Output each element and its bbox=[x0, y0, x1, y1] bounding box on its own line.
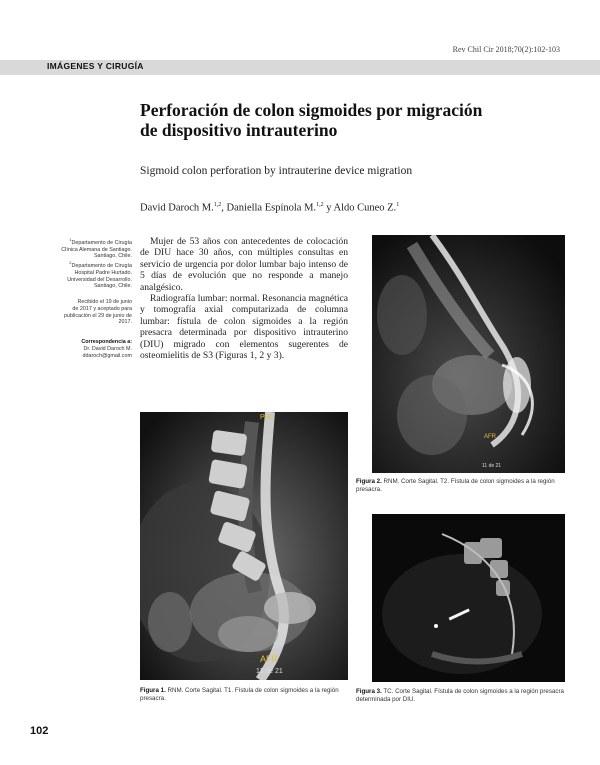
figure-3-caption bbox=[356, 688, 566, 704]
received-line: de 2017 y aceptado para bbox=[72, 305, 132, 312]
figure-label: Figura 2. bbox=[356, 478, 382, 485]
caption-text: RNM. Corte Sagital. T1. Fístula de colon sigmoides a la región presacra. bbox=[140, 687, 339, 702]
affil-ref: 1 bbox=[69, 237, 72, 242]
correspondence-email[interactable]: ddaroch@gmail.com bbox=[82, 352, 132, 359]
author-affil: 1,2 bbox=[213, 202, 222, 208]
title-line-2: de dispositivo intrauterino bbox=[140, 120, 338, 140]
received-note bbox=[30, 299, 132, 326]
ct-sagittal bbox=[372, 514, 565, 682]
correspondence bbox=[30, 339, 132, 359]
title-line-1: Perforación de colon sigmoides por migración bbox=[140, 100, 483, 120]
caption-text: TC. Corte Sagital. Fístula de colon sigmoides a la región presacra determinada por DIU. bbox=[356, 688, 564, 703]
journal-reference: Rev Chil Cir 2018;70(2):102-103 bbox=[452, 45, 560, 54]
author-name: Daniella Espínola M. bbox=[226, 202, 317, 214]
page-number: 102 bbox=[30, 725, 49, 737]
author-affil: 1,2 bbox=[316, 202, 324, 208]
author-affil: 1 bbox=[396, 202, 400, 208]
figure-3-image bbox=[372, 514, 565, 682]
orientation-label-bottom: AFR bbox=[260, 654, 278, 664]
affil-line: Clínica Alemana de Santiago. bbox=[61, 246, 132, 253]
mri-t1-sagittal bbox=[140, 412, 348, 680]
author-separator: y bbox=[323, 202, 334, 214]
author-name: David Daroch M. bbox=[140, 202, 214, 214]
author-list bbox=[140, 202, 399, 214]
correspondence-label: Correspondencia a: bbox=[81, 339, 132, 345]
author-name: Aldo Cuneo Z. bbox=[333, 202, 397, 214]
mri-t2-sagittal bbox=[372, 235, 565, 473]
orientation-label-bottom: AFR bbox=[484, 434, 496, 440]
affil-ref: 2 bbox=[69, 260, 72, 266]
orientation-label-top: PHL bbox=[260, 414, 274, 421]
affil-line: Departamento de Cirugía bbox=[71, 262, 132, 269]
paragraph-2: Radiografía lumbar: normal. Resonancia magnética y tomografía axial computarizada de columna lumbar: fístula de colon sigmoides a la región presacra determinada por dispositivo intrauterino (DIU) migrado con elementos sugerentes de osteomielitis de S3 (Figuras 1, 2 y 3). bbox=[140, 293, 348, 362]
received-line: 2017. bbox=[118, 319, 132, 326]
figure-2-image bbox=[372, 235, 565, 473]
affil-line: Hospital Padre Hurtado. bbox=[74, 269, 132, 276]
affil-line: Universidad del Desarrollo. bbox=[67, 276, 132, 283]
paragraph-1: Mujer de 53 años con antecedentes de colocación de DIU hace 30 años, con múltiples consultas en servicio de urgencia por dolor lumbar bajo intenso de 5 días de evolución que no responde a manejo analgésico. bbox=[140, 236, 348, 293]
affil-line: Santiago, Chile. bbox=[93, 253, 132, 260]
article-title bbox=[140, 100, 540, 140]
section-label: IMÁGENES Y CIRUGÍA bbox=[47, 61, 144, 71]
received-line: publicación el 29 de junio de bbox=[63, 312, 132, 319]
figure-label: Figura 1. bbox=[140, 687, 166, 694]
affil-line: Departamento de Cirugía bbox=[71, 239, 132, 246]
article-subtitle: Sigmoid colon perforation by intrauterine device migration bbox=[140, 165, 413, 177]
slice-label: 11 de 21 bbox=[256, 668, 283, 675]
figure-2-caption bbox=[356, 478, 566, 494]
slice-label: 11 de 21 bbox=[482, 463, 502, 469]
received-line: Recibido el 19 de junio bbox=[77, 299, 132, 305]
affiliation-1 bbox=[30, 237, 132, 290]
figure-1-caption bbox=[140, 687, 348, 703]
figure-1-image bbox=[140, 412, 348, 680]
correspondence-line: Dr. David Daroch M. bbox=[83, 345, 132, 352]
author-separator: , bbox=[221, 202, 227, 214]
affil-line: Santiago, Chile. bbox=[93, 283, 132, 290]
body-text bbox=[140, 236, 348, 361]
figure-label: Figura 3. bbox=[356, 688, 382, 695]
caption-text: RNM. Corte Sagital. T2. Fístula de colon sigmoides a la región presacra. bbox=[356, 478, 555, 493]
